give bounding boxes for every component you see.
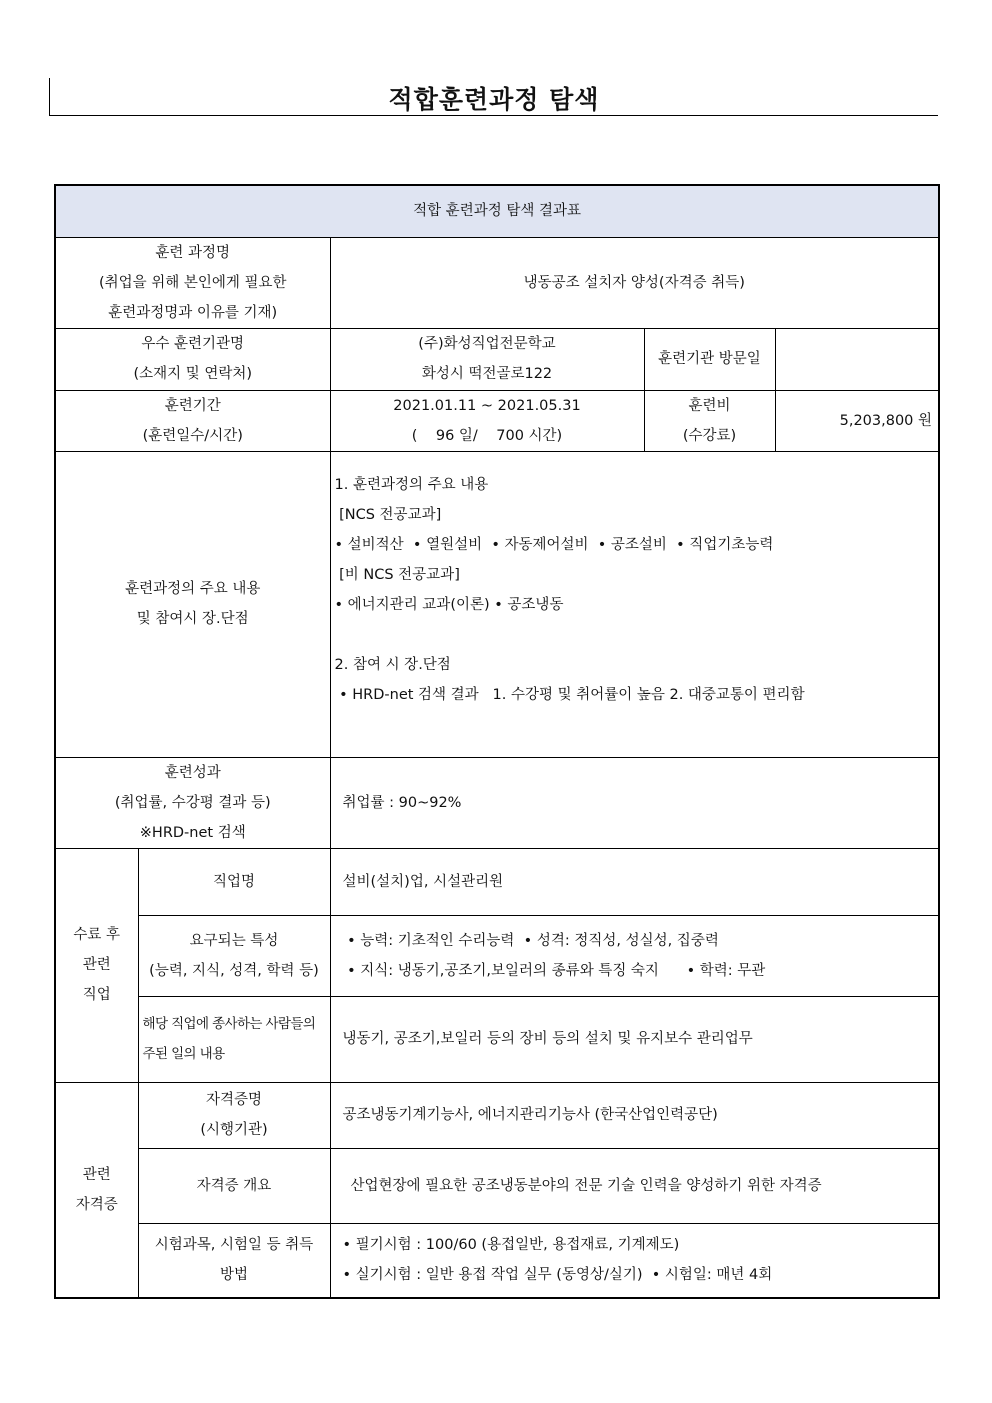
duties-label: 해당 직업에 종사하는 사람들의 주된 일의 내용	[138, 996, 330, 1082]
fee-value: 5,203,800 원	[775, 390, 939, 451]
job-name-value: 설비(설치)업, 시설관리원	[330, 848, 939, 915]
traits-label: 요구되는 특성 (능력, 지식, 성격, 학력 등)	[138, 915, 330, 996]
visit-date-value	[775, 328, 939, 390]
traits-value: • 능력: 기초적인 수리능력 • 성격: 정직성, 성실성, 집중력 • 지식: 냉동기,공조기,보일러의 종류와 특징 숙지 • 학력: 무관	[330, 915, 939, 996]
course-name-label: 훈련 과정명 (취업을 위해 본인에게 필요한 훈련과정명과 이유를 기재)	[55, 237, 330, 328]
duties-value: 냉동기, 공조기,보일러 등의 장비 등의 설치 및 유지보수 관리업무	[330, 996, 939, 1082]
exam-method-value: • 필기시험 : 100/60 (용접일반, 용접재료, 기계제도) • 실기시험 : 일반 용접 작업 실무 (동영상/실기) • 시험일: 매년 4회	[330, 1223, 939, 1298]
institution-label: 우수 훈련기관명 (소재지 및 연락처)	[55, 328, 330, 390]
table-header: 적합 훈련과정 탐색 결과표	[55, 185, 939, 237]
content-value: 1. 훈련과정의 주요 내용 [NCS 전공교과] • 설비적산 • 열원설비 • 자동제어설비 • 공조설비 • 직업기초능력 [비 NCS 전공교과] • 에너지관리 교과(이론) • 공조냉동 2. 참여 시 장.단점 • HRD-net 검색 결과 1. 수강평 및 취어률이 높음 2. 대중교통이 편리함	[330, 451, 939, 757]
cert-overview-label: 자격증 개요	[138, 1148, 330, 1223]
result-table	[54, 184, 940, 1299]
content-label: 훈련과정의 주요 내용 및 참여시 장.단점	[55, 451, 330, 757]
course-name-value: 냉동공조 설치자 양성(자격증 취득)	[330, 237, 939, 328]
outcome-label: 훈련성과 (취업률, 수강평 결과 등) ※HRD-net 검색	[55, 757, 330, 848]
period-value: 2021.01.11 ~ 2021.05.31 ( 96 일/ 700 시간)	[330, 390, 644, 451]
job-group-label: 수료 후 관련 직업	[55, 848, 138, 1082]
page-title: 적합훈련과정 탐색	[388, 85, 600, 114]
fee-label: 훈련비 (수강료)	[644, 390, 775, 451]
cert-group-label: 관련 자격증	[55, 1082, 138, 1298]
cert-name-label: 자격증명 (시행기관)	[138, 1082, 330, 1148]
period-label: 훈련기간 (훈련일수/시간)	[55, 390, 330, 451]
exam-method-label: 시험과목, 시험일 등 취득 방법	[138, 1223, 330, 1298]
institution-value: (주)화성직업전문학교 화성시 떡전골로122	[330, 328, 644, 390]
page-title-frame	[49, 78, 938, 116]
job-name-label: 직업명	[138, 848, 330, 915]
cert-name-value: 공조냉동기계기능사, 에너지관리기능사 (한국산업인력공단)	[330, 1082, 939, 1148]
cert-overview-value: 산업현장에 필요한 공조냉동분야의 전문 기술 인력을 양성하기 위한 자격증	[330, 1148, 939, 1223]
visit-date-label: 훈련기관 방문일	[644, 328, 775, 390]
outcome-value: 취업률 : 90~92%	[330, 757, 939, 848]
